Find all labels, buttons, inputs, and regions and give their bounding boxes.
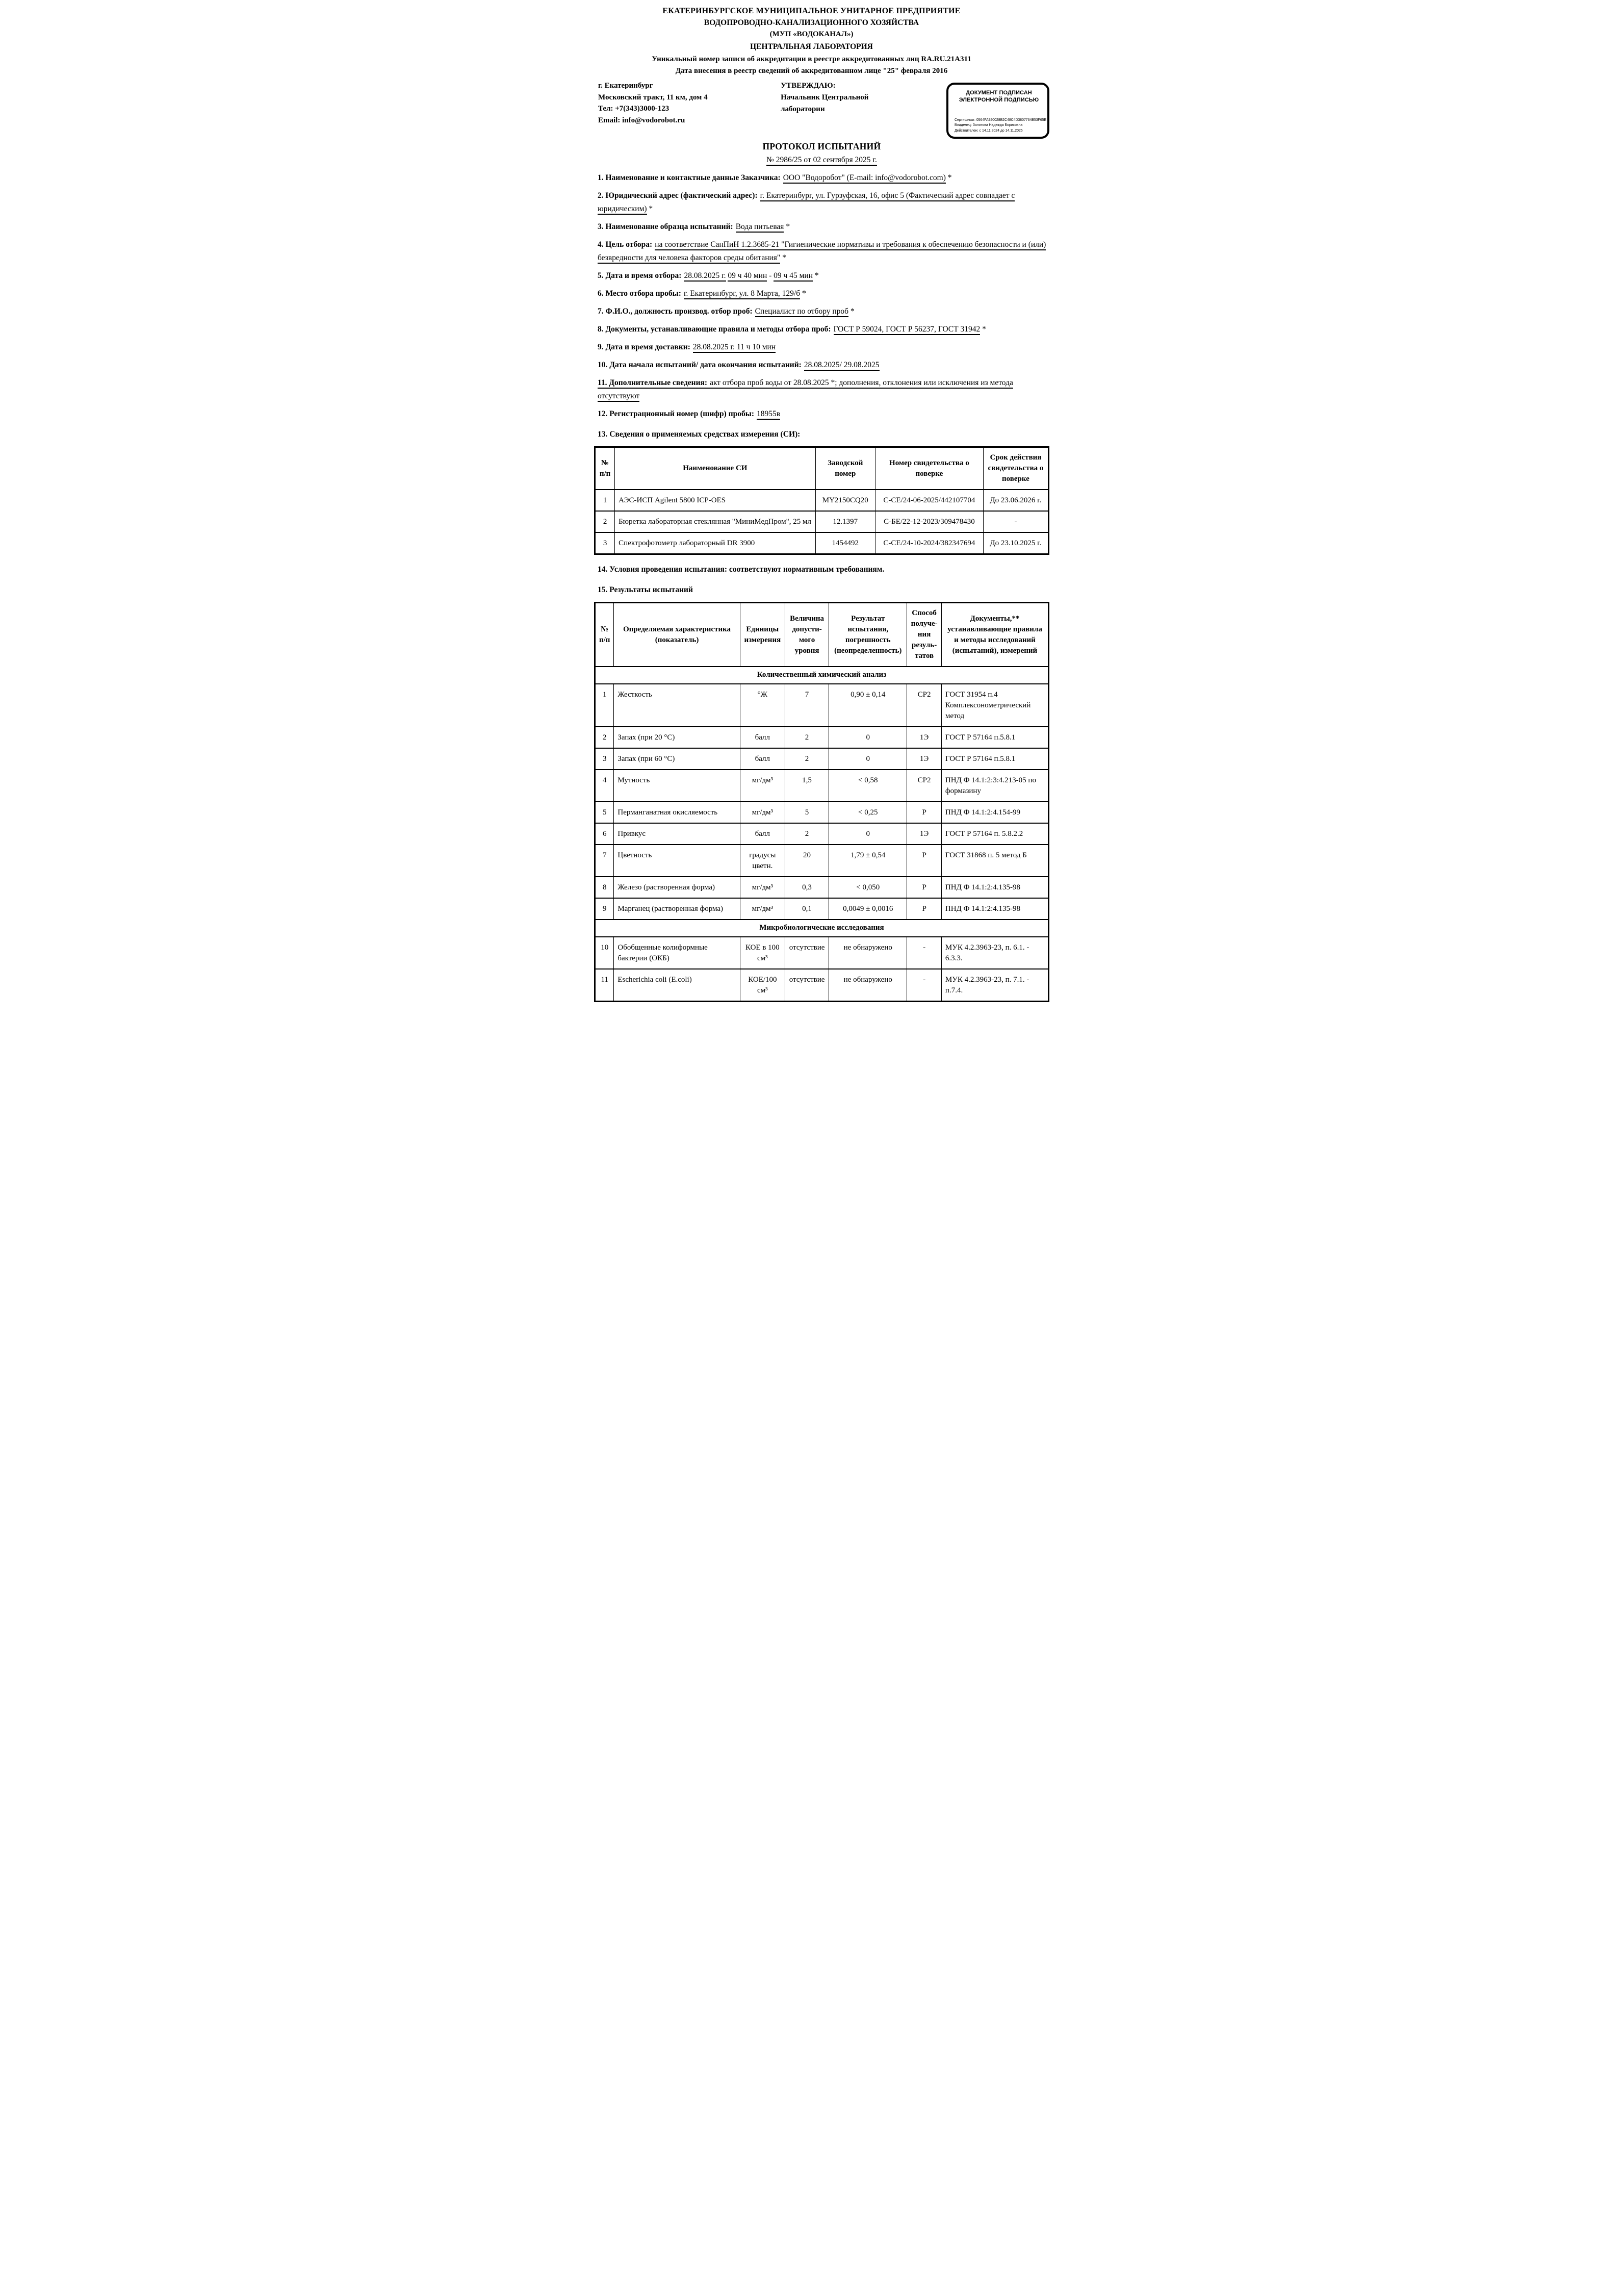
item-12-label: 12. Регистрационный номер (шифр) пробы: — [598, 410, 754, 418]
cell-method: Р — [907, 898, 942, 920]
item-2 — [598, 189, 1049, 216]
item-2-label: 2. Юридический адрес (фактический адрес): — [598, 191, 758, 200]
protocol-document-page — [541, 0, 1082, 1024]
si-section-heading: 13. Сведения о применяемых средствах измерения (СИ): — [598, 430, 801, 439]
contact-city: г. Екатеринбург — [598, 82, 653, 90]
item-11-label: 11. Дополнительные сведения: — [598, 378, 710, 389]
item-3-value: Вода питьевая — [736, 222, 784, 233]
cell-characteristic: Жесткость — [614, 684, 740, 727]
item-7-suffix: * — [848, 307, 855, 316]
cell-num: 7 — [595, 845, 614, 877]
cell-docs: ГОСТ 31954 п.4 Комплексонометрический метод — [941, 684, 1048, 727]
approval-word: УТВЕРЖДАЮ: — [781, 82, 836, 90]
org-name-line-3: (МУП «ВОДОКАНАЛ») — [769, 30, 854, 38]
approval-position-line-2: лаборатории — [781, 105, 825, 113]
cell-num: 11 — [595, 969, 614, 1002]
cell-docs: ПНД Ф 14.1:2:4.154-99 — [941, 802, 1048, 823]
item-2-value: г. Екатеринбург, ул. Гурзуфская, 16, офис 5 (Фактический адрес совпадает с юридическим) — [598, 191, 1015, 215]
results-section-chem — [595, 667, 1049, 684]
results-table — [594, 602, 1049, 1002]
item-5-time-start: 09 ч 40 мин — [728, 271, 767, 282]
result-row — [595, 748, 1049, 770]
item-5 — [598, 269, 1049, 283]
cell-characteristic: Escherichia coli (E.coli) — [614, 969, 740, 1002]
item-6-label: 6. Место отбора пробы: — [598, 289, 681, 298]
contact-street: Московский тракт, 11 км, дом 4 — [598, 93, 708, 101]
cell-limit: 7 — [785, 684, 829, 727]
item-6 — [598, 287, 1049, 300]
cell-num: 2 — [595, 511, 615, 532]
cell-result: < 0,58 — [829, 770, 907, 802]
item-1-value: ООО "Водоробот" (E-mail: info@vodorobot.com) — [783, 173, 946, 184]
cell-limit: 2 — [785, 727, 829, 748]
res-col-limit: Величина допусти-мого уровня — [785, 603, 829, 667]
results-section-heading: 15. Результаты испытаний — [598, 585, 693, 594]
cell-characteristic: Мутность — [614, 770, 740, 802]
cell-method: Р — [907, 845, 942, 877]
cell-serial: MY2150CQ20 — [815, 490, 875, 511]
cell-limit: отсутствие — [785, 969, 829, 1002]
result-row — [595, 937, 1049, 969]
cell-num: 10 — [595, 937, 614, 969]
cell-validity: До 23.06.2026 г. — [983, 490, 1048, 511]
item-2-suffix: * — [647, 205, 653, 213]
cell-limit: отсутствие — [785, 937, 829, 969]
cell-name: Спектрофотометр лабораторный DR 3900 — [615, 532, 815, 554]
cell-characteristic: Привкус — [614, 823, 740, 845]
cell-unit: мг/дм³ — [740, 898, 785, 920]
si-col-num: № п/п — [595, 447, 615, 490]
item-4-suffix: * — [780, 253, 786, 262]
res-col-unit: Единицы измерения — [740, 603, 785, 667]
cell-characteristic: Марганец (растворенная форма) — [614, 898, 740, 920]
cell-unit: мг/дм³ — [740, 877, 785, 898]
stamp-certificate: Сертификат: 0564FA920028B2C48C4D3807764B53F65E — [955, 118, 1047, 122]
item-6-value: г. Екатеринбург, ул. 8 Марта, 129/б — [684, 289, 800, 299]
items-list — [594, 171, 1049, 421]
item-5-label: 5. Дата и время отбора: — [598, 271, 682, 280]
result-row — [595, 969, 1049, 1002]
registry-date-line: Дата внесения в реестр сведений об аккредитованном лице "25" февраля 2016 — [675, 67, 948, 75]
approval-block — [781, 80, 917, 115]
cell-result: 0 — [829, 823, 907, 845]
contact-block — [594, 80, 781, 126]
cell-characteristic: Цветность — [614, 845, 740, 877]
si-row — [595, 511, 1049, 532]
cell-unit: КОЕ/100 см³ — [740, 969, 785, 1002]
title-block — [594, 141, 1049, 165]
item-8-value: ГОСТ Р 59024, ГОСТ Р 56237, ГОСТ 31942 — [834, 325, 981, 335]
item-3-suffix: * — [784, 222, 790, 231]
stamp-title-line-1: ДОКУМЕНТ ПОДПИСАН — [966, 90, 1032, 96]
result-row — [595, 684, 1049, 727]
stamp-title-line-2: ЭЛЕКТРОННОЙ ПОДПИСЬЮ — [959, 96, 1039, 103]
cell-result: 0 — [829, 748, 907, 770]
item-8-label: 8. Документы, устанавливающие правила и методы отбора проб: — [598, 325, 831, 334]
si-col-serial: Заводской номер — [815, 447, 875, 490]
cell-certificate: С-БЕ/22-12-2023/309478430 — [875, 511, 984, 532]
cell-method: Р — [907, 877, 942, 898]
cell-docs: ГОСТ Р 57164 п. 5.8.2.2 — [941, 823, 1048, 845]
cell-characteristic: Обобщенные колиформные бактерии (ОКБ) — [614, 937, 740, 969]
cell-num: 4 — [595, 770, 614, 802]
cell-method: Р — [907, 802, 942, 823]
item-7-label: 7. Ф.И.О., должность производ. отбор проб: — [598, 307, 753, 316]
org-header — [541, 5, 1082, 77]
cell-result: < 0,25 — [829, 802, 907, 823]
cell-unit: °Ж — [740, 684, 785, 727]
cell-unit: мг/дм³ — [740, 802, 785, 823]
document-number-text: № 2986/25 от 02 сентября 2025 г. — [766, 156, 877, 166]
item-7-value: Специалист по отбору проб — [755, 307, 848, 317]
si-row — [595, 532, 1049, 554]
result-row — [595, 898, 1049, 920]
cell-method: СР2 — [907, 770, 942, 802]
cell-characteristic: Железо (растворенная форма) — [614, 877, 740, 898]
stamp-owner: Владелец: Золотова Надежда Борисовна — [955, 123, 1023, 127]
si-col-name: Наименование СИ — [615, 447, 815, 490]
cell-num: 2 — [595, 727, 614, 748]
cell-num: 5 — [595, 802, 614, 823]
item-12-value: 18955в — [757, 410, 780, 420]
stamp-title — [955, 90, 1043, 104]
cell-method: СР2 — [907, 684, 942, 727]
cell-result: не обнаружено — [829, 937, 907, 969]
cell-num: 1 — [595, 490, 615, 511]
item-9 — [598, 341, 1049, 354]
org-name-line-2: ВОДОПРОВОДНО-КАНАЛИЗАЦИОННОГО ХОЗЯЙСТВА — [704, 18, 919, 27]
cell-limit: 1,5 — [785, 770, 829, 802]
org-name-line-1: ЕКАТЕРИНБУРГСКОЕ МУНИЦИПАЛЬНОЕ УНИТАРНОЕ ПРЕДПРИЯТИЕ — [662, 7, 961, 15]
cell-limit: 0,1 — [785, 898, 829, 920]
cell-num: 8 — [595, 877, 614, 898]
item-8 — [598, 323, 1049, 336]
section-micro-label: Микробиологические исследования — [595, 920, 1049, 937]
cell-limit: 2 — [785, 748, 829, 770]
si-col-validity: Срок действия свидетельства о поверке — [983, 447, 1048, 490]
cell-num: 3 — [595, 748, 614, 770]
result-row — [595, 877, 1049, 898]
info-row — [594, 80, 1049, 139]
result-row — [595, 823, 1049, 845]
cell-docs: ПНД Ф 14.1:2:3:4.213-05 по формазину — [941, 770, 1048, 802]
item-10 — [598, 359, 1049, 372]
result-row — [595, 770, 1049, 802]
cell-docs: ГОСТ 31868 п. 5 метод Б — [941, 845, 1048, 877]
cell-docs: ПНД Ф 14.1:2:4.135-98 — [941, 877, 1048, 898]
section-chem-label: Количественный химический анализ — [595, 667, 1049, 684]
item-10-label: 10. Дата начала испытаний/ дата окончания испытаний: — [598, 361, 802, 369]
item-5-separator: - — [767, 271, 774, 280]
cell-limit: 0,3 — [785, 877, 829, 898]
result-row — [595, 727, 1049, 748]
cell-docs: ГОСТ Р 57164 п.5.8.1 — [941, 727, 1048, 748]
cell-serial: 12.1397 — [815, 511, 875, 532]
cell-method: - — [907, 969, 942, 1002]
cell-validity: - — [983, 511, 1048, 532]
item-5-suffix: * — [813, 271, 819, 280]
stamp-details — [955, 118, 1047, 134]
result-row — [595, 802, 1049, 823]
cell-num: 1 — [595, 684, 614, 727]
item-5-date: 28.08.2025 г. — [684, 271, 726, 282]
item-11 — [598, 376, 1049, 403]
cell-docs: ПНД Ф 14.1:2:4.135-98 — [941, 898, 1048, 920]
item-12 — [598, 407, 1049, 421]
cell-result: 1,79 ± 0,54 — [829, 845, 907, 877]
item-8-suffix: * — [980, 325, 986, 334]
item-10-value: 28.08.2025/ 29.08.2025 — [804, 361, 880, 371]
accreditation-number-line: Уникальный номер записи об аккредитации в реестре аккредитованных лиц RA.RU.21А311 — [652, 55, 971, 63]
cell-limit: 20 — [785, 845, 829, 877]
item-4-value: на соответствие СанПиН 1.2.3685-21 "Гигиенические нормативы и требования к обеспечению безопасности и (или) безвредности для человека факторов среды обитания" — [598, 240, 1046, 264]
si-col-certificate: Номер свидетельства о поверке — [875, 447, 984, 490]
results-section-micro — [595, 920, 1049, 937]
cell-num: 3 — [595, 532, 615, 554]
cell-method: 1Э — [907, 748, 942, 770]
cell-characteristic: Перманганатная окисляемость — [614, 802, 740, 823]
cell-unit: КОЕ в 100 см³ — [740, 937, 785, 969]
si-header-row — [595, 447, 1049, 490]
item-9-label: 9. Дата и время доставки: — [598, 343, 690, 351]
res-col-characteristic: Определяемая характеристика (показатель) — [614, 603, 740, 667]
item-3 — [598, 220, 1049, 234]
res-col-result: Результат испытания, погрешность (неопределенность) — [829, 603, 907, 667]
contact-email: Email: info@vodorobot.ru — [598, 116, 685, 124]
res-col-method: Способ получе-ния резуль-татов — [907, 603, 942, 667]
cell-method: 1Э — [907, 727, 942, 748]
cell-unit: балл — [740, 727, 785, 748]
cell-result: < 0,050 — [829, 877, 907, 898]
si-row — [595, 490, 1049, 511]
item-9-value: 28.08.2025 г. 11 ч 10 мин — [693, 343, 776, 353]
cell-unit: балл — [740, 748, 785, 770]
electronic-signature-stamp — [946, 83, 1049, 139]
item-11-value: акт отбора проб воды от 28.08.2025 *; дополнения, отклонения или исключения из метода отсутствуют — [598, 378, 1013, 402]
result-row — [595, 845, 1049, 877]
res-col-docs: Документы,** устанавливающие правила и методы исследований (испытаний), измерений — [941, 603, 1048, 667]
cell-num: 6 — [595, 823, 614, 845]
item-6-suffix: * — [800, 289, 806, 298]
cell-docs: ГОСТ Р 57164 п.5.8.1 — [941, 748, 1048, 770]
cell-limit: 5 — [785, 802, 829, 823]
cell-name: Бюретка лабораторная стеклянная "МиниМедПром", 25 мл — [615, 511, 815, 532]
cell-docs: МУК 4.2.3963-23, п. 6.1. - 6.3.3. — [941, 937, 1048, 969]
cell-validity: До 23.10.2025 г. — [983, 532, 1048, 554]
cell-result: не обнаружено — [829, 969, 907, 1002]
stamp-validity: Действителен: с 14.11.2024 до 14.11.2025 — [955, 129, 1023, 133]
cell-unit: балл — [740, 823, 785, 845]
cell-result: 0 — [829, 727, 907, 748]
cell-name: АЭС-ИСП Agilent 5800 ICP-OES — [615, 490, 815, 511]
cell-certificate: С-СЕ/24-06-2025/442107704 — [875, 490, 984, 511]
item-1-suffix: * — [945, 173, 952, 182]
document-number — [594, 156, 1049, 165]
conditions-line: 14. Условия проведения испытания: соответствуют нормативным требованиям. — [598, 565, 885, 574]
document-title: ПРОТОКОЛ ИСПЫТАНИЙ — [762, 141, 881, 151]
cell-num: 9 — [595, 898, 614, 920]
cell-certificate: С-СЕ/24-10-2024/382347694 — [875, 532, 984, 554]
cell-docs: МУК 4.2.3963-23, п. 7.1. - п.7.4. — [941, 969, 1048, 1002]
cell-unit: градусы цветн. — [740, 845, 785, 877]
cell-method: 1Э — [907, 823, 942, 845]
cell-characteristic: Запах (при 60 °С) — [614, 748, 740, 770]
cell-characteristic: Запах (при 20 °С) — [614, 727, 740, 748]
contact-phone: Тел: +7(343)3000-123 — [598, 105, 669, 113]
org-lab-name: ЦЕНТРАЛЬНАЯ ЛАБОРАТОРИЯ — [750, 42, 873, 51]
item-5-time-end: 09 ч 45 мин — [774, 271, 813, 282]
item-1 — [598, 171, 1049, 185]
cell-result: 0,90 ± 0,14 — [829, 684, 907, 727]
cell-serial: 1454492 — [815, 532, 875, 554]
item-4-label: 4. Цель отбора: — [598, 240, 653, 249]
cell-method: - — [907, 937, 942, 969]
item-1-label: 1. Наименование и контактные данные Заказчика: — [598, 173, 781, 182]
item-3-label: 3. Наименование образца испытаний: — [598, 222, 733, 231]
cell-unit: мг/дм³ — [740, 770, 785, 802]
si-table — [594, 446, 1049, 555]
approval-position-line-1: Начальник Центральной — [781, 93, 869, 101]
cell-limit: 2 — [785, 823, 829, 845]
item-4 — [598, 238, 1049, 265]
cell-result: 0,0049 ± 0,0016 — [829, 898, 907, 920]
res-col-num: № п/п — [595, 603, 614, 667]
results-header-row — [595, 603, 1049, 667]
item-7 — [598, 305, 1049, 318]
